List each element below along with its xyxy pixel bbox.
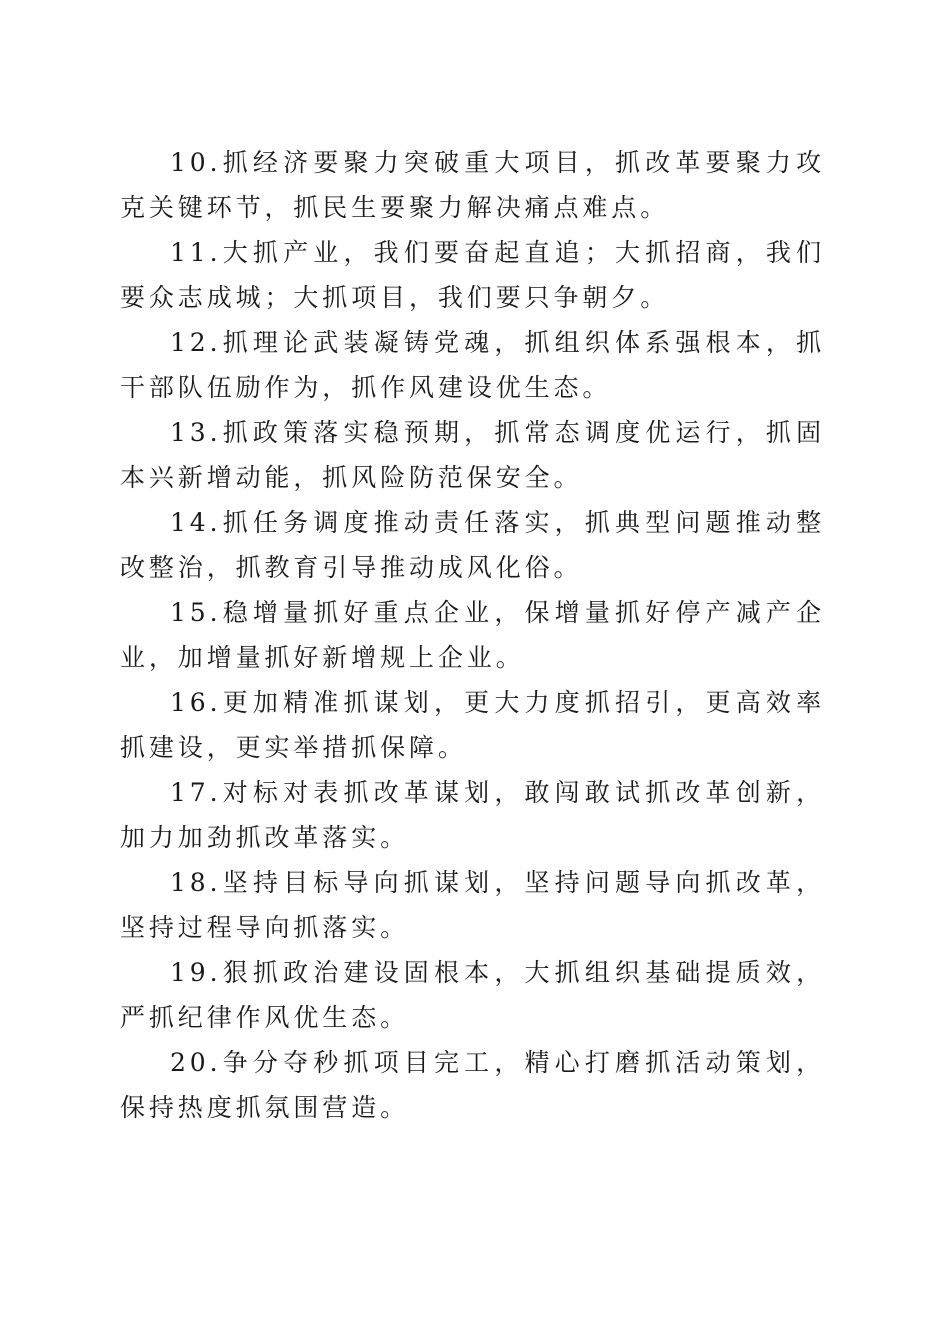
list-item: 13.抓政策落实稳预期，抓常态调度优运行，抓固本兴新增动能，抓风险防范保安全。: [120, 418, 825, 492]
list-item: 19.狠抓政治建设固根本，大抓组织基础提质效，严抓纪律作风优生态。: [120, 958, 825, 1032]
list-item: 10.抓经济要聚力突破重大项目，抓改革要聚力攻克关键环节，抓民生要聚力解决痛点难点。: [120, 148, 825, 222]
list-item: 20.争分夺秒抓项目完工，精心打磨抓活动策划，保持热度抓氛围营造。: [120, 1048, 825, 1122]
document-body: [120, 140, 825, 1130]
list-item: 18.坚持目标导向抓谋划，坚持问题导向抓改革，坚持过程导向抓落实。: [120, 868, 825, 942]
list-item: 11.大抓产业，我们要奋起直追；大抓招商，我们要众志成城；大抓项目，我们要只争朝夕。: [120, 238, 825, 312]
list-item: 17.对标对表抓改革谋划，敢闯敢试抓改革创新，加力加劲抓改革落实。: [120, 778, 825, 852]
list-item: 14.抓任务调度推动责任落实，抓典型问题推动整改整治，抓教育引导推动成风化俗。: [120, 508, 825, 582]
list-item: 15.稳增量抓好重点企业，保增量抓好停产减产企业，加增量抓好新增规上企业。: [120, 598, 825, 672]
list-item: 16.更加精准抓谋划，更大力度抓招引，更高效率抓建设，更实举措抓保障。: [120, 688, 825, 762]
list-item: 12.抓理论武装凝铸党魂，抓组织体系强根本，抓干部队伍励作为，抓作风建设优生态。: [120, 328, 825, 402]
